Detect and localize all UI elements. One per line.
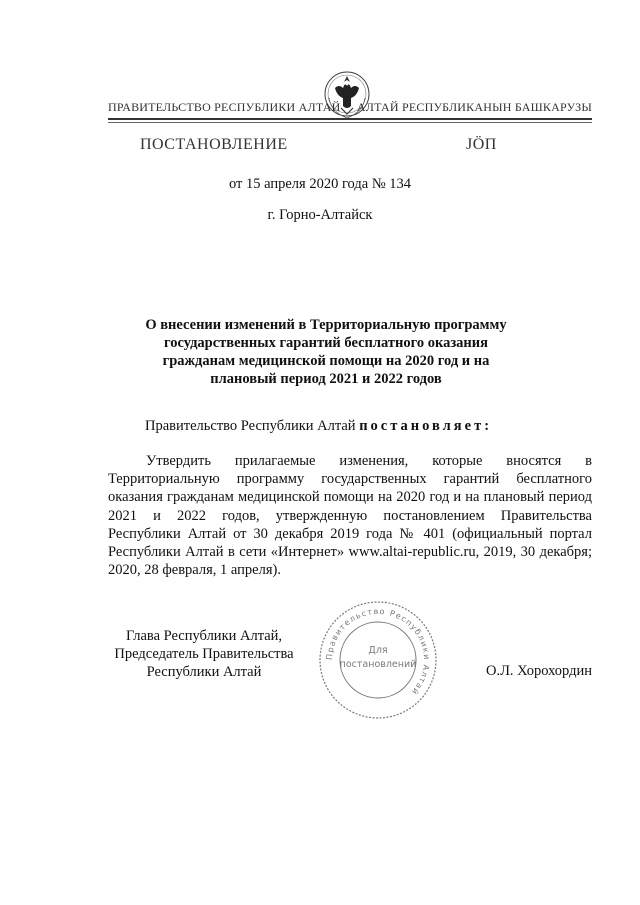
- stamp-ring-text: Правительство Республики Алтай: [324, 606, 432, 697]
- document-date: от 15 апреля 2020 года № 134: [228, 176, 412, 192]
- signatory-title-line-1: Глава Республики Алтай,: [125, 628, 283, 644]
- signatory-title-line-2: Председатель Правительства: [114, 646, 294, 663]
- doc-type-altai: JÖП: [466, 136, 497, 153]
- official-stamp: [316, 598, 440, 722]
- document-title: О внесении изменений в Территориальную программу государственных гарантий бесплатного оказания гражданам медицинской помощи на 2020 год и на плановый период 2021 и 2022 годов: [145, 317, 507, 387]
- doc-type-russian: ПОСТАНОВЛЕНИЕ: [140, 136, 288, 153]
- header-left-text: ПРАВИТЕЛЬСТВО РЕСПУБЛИКИ АЛТАЙ: [108, 100, 341, 114]
- document-city: г. Горно-Алтайск: [267, 207, 373, 223]
- resolution-body: Утвердить прилагаемые изменения, которые вносятся в Территориальную программу государственных гарантий бесплатного оказания гражданам медицинской помощи на 2020 год и на плановый период 2021 и 2022 годов, утвержденную постановлением Правительства Республики Алтай от 30 декабря 2019 года № 401 (официальный портал Республики Алтай в сети «Интернет» www.altai-republic.ru, 2019, 30 декабря; 2020, 28 февраля, 1 апреля).: [108, 453, 592, 579]
- letterhead: [100, 100, 592, 116]
- intro-text: Правительство Республики Алтай: [145, 418, 356, 434]
- signatory-title: [104, 627, 304, 682]
- header-rule-thick: [108, 118, 592, 120]
- resolution-intro: [145, 418, 492, 435]
- stamp-center-line-2: постановлений: [339, 659, 417, 670]
- header-right-text: АЛТАЙ РЕСПУБЛИКАНЫН БАШКАРУЗЫ: [356, 100, 592, 114]
- signatory-title-line-3: Республики Алтай: [146, 664, 262, 681]
- intro-emphasis: постановляет:: [359, 418, 493, 434]
- header-rule-thin: [108, 122, 592, 123]
- stamp-center-line-1: Для: [368, 645, 388, 656]
- signatory-name: О.Л. Хорохордин: [485, 663, 592, 679]
